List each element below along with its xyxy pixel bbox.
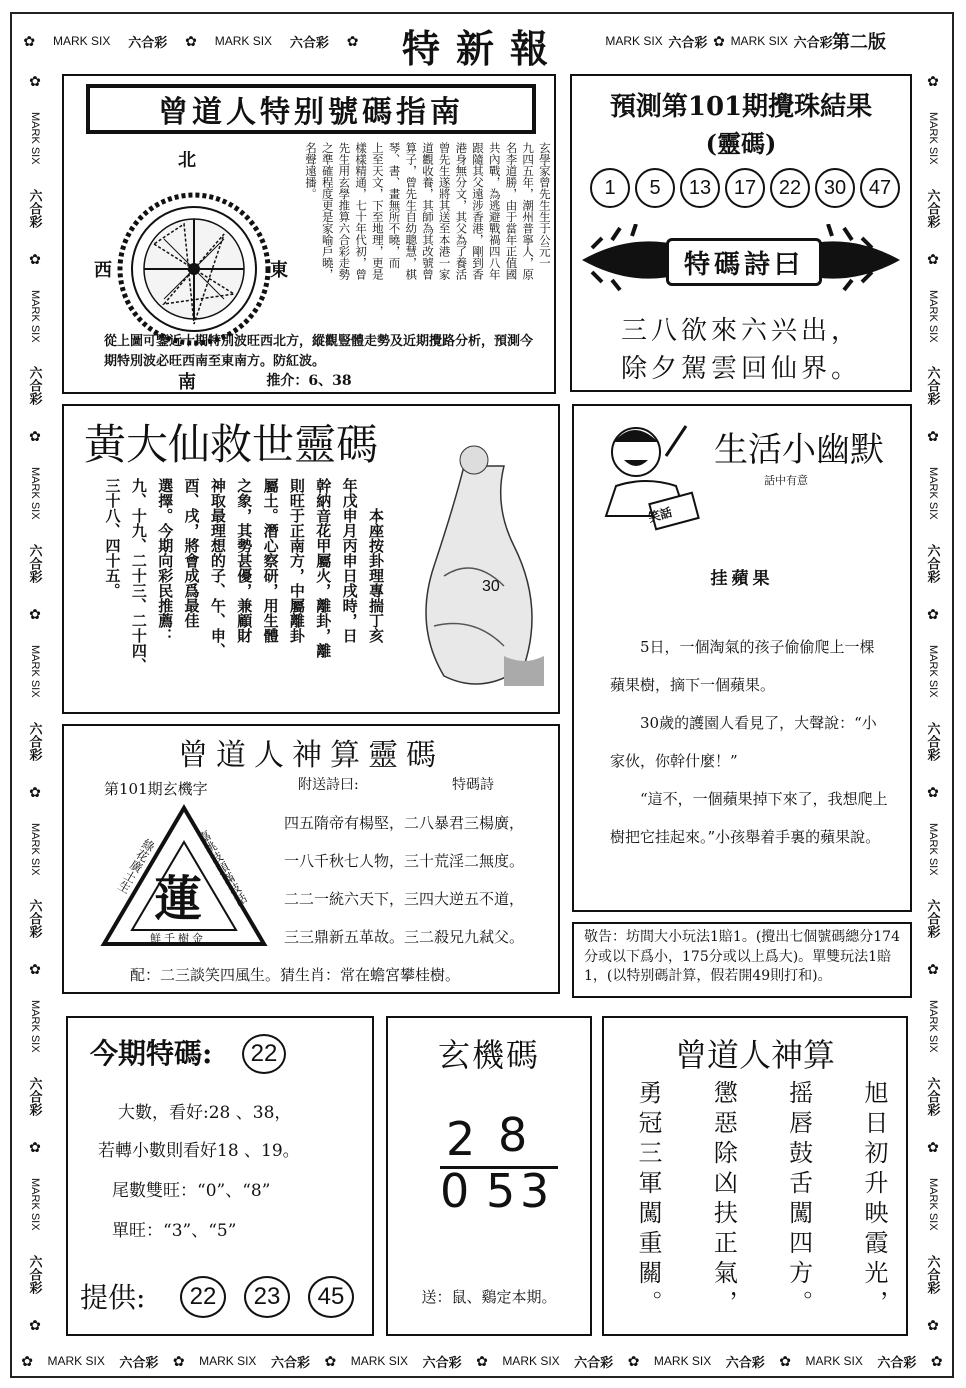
flower-icon: ✿ bbox=[21, 1353, 33, 1369]
strip-logo: 六合彩 bbox=[27, 721, 43, 761]
xuanji-digit: 0 bbox=[440, 1164, 470, 1218]
immortal-figure-icon bbox=[404, 426, 554, 696]
strip-logo: 六合彩 bbox=[725, 1354, 765, 1370]
bio-column: 曾先生遂將其送至本港一家 bbox=[437, 142, 452, 280]
poem-line: 除夕駕雲回仙界。 bbox=[620, 354, 861, 384]
flower-icon: ✿ bbox=[927, 73, 939, 90]
bottom-brand-strip bbox=[14, 1346, 950, 1376]
prediction-panel bbox=[570, 74, 912, 392]
humor-panel bbox=[572, 404, 912, 912]
bio-column: 玄學家曾先生生于公元一 bbox=[537, 142, 552, 269]
poem-header-2: 特碼詩 bbox=[452, 777, 494, 793]
sign-text: 笑話 bbox=[646, 505, 674, 525]
flower-icon: ✿ bbox=[346, 33, 359, 49]
flower-icon: ✿ bbox=[927, 428, 939, 445]
strip-brand: MARK SIX bbox=[29, 822, 41, 876]
strip-brand: MARK SIX bbox=[29, 645, 41, 698]
strip-logo: 六合彩 bbox=[289, 34, 329, 50]
strip-logo: 六合彩 bbox=[27, 544, 43, 583]
strip-brand: MARK SIX bbox=[927, 645, 939, 698]
compass-north: 北 bbox=[178, 150, 196, 171]
strip-logo: 六合彩 bbox=[793, 34, 833, 50]
huang-title: 黃大仙救世靈碼 bbox=[84, 420, 379, 469]
lingma-poem-line: 一八千秋七人物，三十荒淫二無度。 bbox=[284, 852, 525, 870]
strip-brand: MARK SIX bbox=[199, 1354, 257, 1368]
strip-logo: 六合彩 bbox=[925, 366, 941, 406]
shensuan-panel bbox=[602, 1016, 908, 1336]
bio-column: 名李道勝，由于當年正值國 bbox=[504, 142, 519, 280]
huang-column: 選擇。今期向彩民推薦： bbox=[156, 478, 175, 643]
bio-column: 道觀收養，其師為其改號曾 bbox=[420, 142, 435, 280]
prediction-numbers bbox=[590, 168, 900, 208]
shensuan-column: 旭日初升映霞光， bbox=[859, 1080, 888, 1320]
flower-icon: ✿ bbox=[185, 33, 197, 49]
bio-column: 算子，曾先生自幼聰慧，棋 bbox=[404, 142, 419, 280]
prediction-ball: 1 bbox=[590, 168, 630, 208]
strip-logo: 六合彩 bbox=[119, 1354, 159, 1370]
provide-ball: 22 bbox=[180, 1276, 226, 1318]
figure-number: 30 bbox=[482, 578, 500, 595]
huang-column: 九、十九、二十三、二十四、 bbox=[129, 478, 148, 673]
shensuan-title: 曾道人神算 bbox=[674, 1036, 835, 1074]
strip-brand: MARK SIX bbox=[350, 1354, 409, 1368]
flower-icon: ✿ bbox=[927, 250, 939, 267]
xuanji-digit: 8 bbox=[498, 1108, 528, 1162]
story-paragraph: 5日，一個淘氣的孩子偷偷爬上一棵蘋果樹，摘下一個蘋果。 bbox=[610, 638, 875, 694]
flower-icon: ✿ bbox=[476, 1353, 488, 1369]
flower-icon: ✿ bbox=[29, 961, 41, 978]
flower-icon: ✿ bbox=[627, 1353, 640, 1369]
prediction-ball: 22 bbox=[770, 168, 810, 208]
flower-icon: ✿ bbox=[172, 1353, 185, 1369]
bio-column: 琴、書、畫無所不曉，而 bbox=[387, 142, 402, 269]
flower-icon: ✿ bbox=[927, 961, 939, 978]
lingma-panel bbox=[62, 724, 560, 994]
poem-banner bbox=[572, 224, 910, 294]
special-line: 大數，看好:28 、38， bbox=[118, 1103, 292, 1123]
strip-logo: 六合彩 bbox=[925, 1077, 941, 1117]
strip-brand: MARK SIX bbox=[927, 822, 939, 876]
edition-label: 第二版 bbox=[832, 32, 886, 53]
bio-column: 名聲遠播。 bbox=[304, 142, 319, 200]
prediction-ball: 47 bbox=[860, 168, 900, 208]
special-title: 今期特碼: bbox=[90, 1037, 213, 1070]
flower-icon: ✿ bbox=[927, 606, 939, 623]
bio-column: 上至天文，下至地理，更是 bbox=[370, 142, 385, 280]
shensuan-column: 勇冠三軍闖重關。 bbox=[634, 1080, 662, 1320]
strip-logo: 六合彩 bbox=[27, 188, 43, 228]
prediction-ball: 17 bbox=[725, 168, 765, 208]
compass-east: 東 bbox=[270, 260, 288, 281]
flower-icon: ✿ bbox=[927, 1139, 939, 1156]
strip-brand: MARK SIX bbox=[29, 289, 41, 343]
special-line: 尾數雙旺：“0”、“8” bbox=[112, 1181, 271, 1201]
guide-title: 曾道人特别號碼指南 bbox=[86, 84, 536, 134]
strip-brand: MARK SIX bbox=[605, 34, 663, 48]
strip-brand: MARK SIX bbox=[29, 1178, 41, 1231]
strip-logo: 六合彩 bbox=[128, 34, 168, 50]
guide-recommend bbox=[64, 370, 554, 390]
bio-column: 港身無分文，其父為了養活 bbox=[454, 142, 469, 280]
strip-brand: MARK SIX bbox=[730, 34, 788, 48]
strip-brand: MARK SIX bbox=[47, 1354, 105, 1368]
huang-column: 幹納音花甲屬火，離卦，離 bbox=[314, 478, 333, 658]
strip-brand: MARK SIX bbox=[927, 289, 939, 343]
strip-logo: 六合彩 bbox=[27, 899, 43, 939]
bio-column: 樣樣精通，七十年代初，曾 bbox=[354, 142, 369, 280]
strip-logo: 六合彩 bbox=[925, 544, 941, 583]
huang-column: 之象，其勢甚優，兼顧財 bbox=[235, 478, 254, 643]
shensuan-poem bbox=[636, 1080, 886, 1330]
poem-title: 特碼詩曰 bbox=[666, 238, 822, 286]
strip-logo: 六合彩 bbox=[270, 1354, 310, 1370]
prediction-ball: 5 bbox=[635, 168, 675, 208]
huang-column: 三十八、四十五。 bbox=[103, 478, 122, 598]
xuanji-digit: 5 bbox=[486, 1164, 516, 1218]
huang-column: 神取最理想的子、午、申、 bbox=[208, 478, 227, 658]
xuanji-footer: 送：鼠、鷄定本期。 bbox=[421, 1288, 557, 1306]
strip-logo: 六合彩 bbox=[925, 899, 941, 939]
story-paragraph: 30歲的護園人看見了，大聲說：“小家伙，你幹什麼！” bbox=[610, 714, 877, 770]
flower-icon: ✿ bbox=[713, 33, 725, 49]
lingma-poem-line: 二二一統六天下，三四大逆五不道， bbox=[284, 890, 525, 908]
lingma-poem-line: 三三鼎新五革故。三二殺兄九弒父。 bbox=[284, 928, 525, 946]
strip-brand: MARK SIX bbox=[927, 112, 939, 165]
flower-icon: ✿ bbox=[927, 783, 939, 800]
guide-bio-text bbox=[304, 142, 552, 344]
humor-subtitle: 話中有意 bbox=[764, 474, 808, 487]
recommend-value: 6、38 bbox=[308, 373, 352, 389]
strip-logo: 六合彩 bbox=[925, 1254, 941, 1294]
newspaper-title: 特新報 bbox=[401, 26, 564, 71]
triangle-right-text: 嘉桃枝頭滿枝話 bbox=[195, 828, 250, 909]
strip-logo: 六合彩 bbox=[27, 1254, 43, 1294]
flower-icon: ✿ bbox=[29, 1139, 41, 1156]
right-brand-strip bbox=[920, 62, 946, 1344]
xuanji-digit: 3 bbox=[520, 1164, 550, 1218]
shensuan-column: 懲惡除凶扶正氣， bbox=[709, 1080, 738, 1320]
strip-brand: MARK SIX bbox=[502, 1354, 560, 1368]
xuanji-panel bbox=[386, 1016, 592, 1336]
strip-brand: MARK SIX bbox=[214, 34, 273, 48]
prediction-ball: 13 bbox=[680, 168, 720, 208]
guide-analysis: 從上圖可鑒近十期特別波旺西北方，縱觀豎體走勢及近期攪路分析，預測今期特別波必旺西南至東南方。防紅波。 bbox=[104, 334, 534, 370]
strip-logo: 六合彩 bbox=[574, 1354, 614, 1370]
recommend-label: 推介： bbox=[266, 373, 309, 389]
bio-column: 之準確程度更是家喻戶曉， bbox=[320, 142, 335, 280]
strip-logo: 六合彩 bbox=[668, 34, 708, 50]
special-line: 若轉小數則看好18 、19。 bbox=[98, 1141, 300, 1161]
strip-brand: MARK SIX bbox=[805, 1354, 863, 1368]
flower-icon: ✿ bbox=[324, 1353, 337, 1369]
flower-icon: ✿ bbox=[29, 606, 41, 623]
lingma-title: 曾道人神算靈碼 bbox=[178, 738, 444, 773]
strip-logo: 六合彩 bbox=[925, 188, 941, 228]
provide-ball: 45 bbox=[308, 1276, 354, 1318]
bio-column: 共內戰，為逃避戰禍四八年 bbox=[487, 142, 502, 280]
bio-column: 先生用玄學推算六合彩走勢 bbox=[337, 142, 352, 280]
bio-column: 九四五年，潮州普寧人，原 bbox=[521, 142, 536, 280]
strip-brand: MARK SIX bbox=[29, 1000, 41, 1053]
triangle-bottom-text: 鮮千樹金 bbox=[150, 932, 206, 945]
huang-column: 則旺于正南方，中屬離卦 bbox=[287, 478, 306, 643]
left-brand-strip bbox=[22, 62, 48, 1344]
humor-title: 生活小幽默 bbox=[714, 430, 884, 470]
special-panel bbox=[66, 1016, 374, 1336]
strip-logo: 六合彩 bbox=[422, 1354, 462, 1370]
shensuan-column: 摇唇鼓舌闖四方。 bbox=[784, 1080, 813, 1320]
xuanji-label: 第101期玄機字 bbox=[104, 780, 208, 798]
xuanji-title: 玄機碼 bbox=[437, 1036, 540, 1074]
huang-column: 屬土。潛心察研，用生體 bbox=[261, 478, 280, 643]
provide-label: 提供: bbox=[80, 1281, 146, 1314]
strip-brand: MARK SIX bbox=[29, 467, 41, 520]
guide-panel bbox=[62, 74, 556, 394]
special-line: 單旺：“3”、“5” bbox=[112, 1221, 237, 1241]
flower-icon: ✿ bbox=[779, 1353, 792, 1369]
strip-logo: 六合彩 bbox=[925, 721, 941, 761]
story-title: 挂蘋果 bbox=[710, 569, 774, 589]
strip-brand: MARK SIX bbox=[927, 467, 939, 520]
huang-column: 酉、戌，將會成爲最佳 bbox=[182, 478, 201, 628]
story-paragraph: “這不，一個蘋果掉下來了，我想爬上樹把它挂起來。”小孩舉着手裏的蘋果說。 bbox=[610, 790, 888, 846]
notice-panel: 敬告：坊間大小玩法1賠1。(攪出七個號碼總分174分或以下爲小，175分或以上爲大)。單雙玩法1賠1，(以特别碼計算，假若開49則打和)。 bbox=[572, 922, 912, 998]
flower-icon: ✿ bbox=[927, 1316, 939, 1333]
flower-icon: ✿ bbox=[29, 250, 41, 267]
compass-south: 南 bbox=[178, 372, 196, 393]
prediction-title: 預測第101期攪珠結果 bbox=[609, 92, 873, 122]
xuanji-digit: 2 bbox=[446, 1112, 476, 1166]
lingma-footer: 配：二三談笑四風生。猜生肖：常在蟾宮攀桂樹。 bbox=[130, 966, 461, 984]
flower-icon: ✿ bbox=[29, 783, 41, 800]
compass-west: 西 bbox=[94, 260, 112, 281]
strip-brand: MARK SIX bbox=[29, 112, 41, 165]
bio-column: 跟隨其父遠涉香港，剛到香 bbox=[471, 142, 486, 280]
strip-brand: MARK SIX bbox=[927, 1000, 939, 1053]
strip-logo: 六合彩 bbox=[27, 366, 43, 406]
huang-column: 本座按卦理專揣丁亥 bbox=[366, 508, 385, 643]
triangle-char: 蓮 bbox=[154, 871, 203, 927]
flower-icon: ✿ bbox=[29, 1316, 41, 1333]
strip-brand: MARK SIX bbox=[927, 1178, 939, 1231]
huang-column: 年戊申月丙申日戌時，日 bbox=[340, 478, 359, 643]
lingma-poem-line: 四五隋帝有楊堅，二八暴君三楊廣， bbox=[284, 814, 525, 832]
triangle-left-text: 綠花廣土生 bbox=[115, 836, 158, 896]
strip-brand: MARK SIX bbox=[653, 1354, 712, 1368]
strip-brand: MARK SIX bbox=[53, 34, 111, 48]
xuanji-digits bbox=[440, 1108, 560, 1222]
huang-text bbox=[104, 478, 384, 708]
flower-icon: ✿ bbox=[930, 1353, 943, 1369]
flower-icon: ✿ bbox=[29, 73, 41, 90]
huang-panel bbox=[62, 404, 560, 714]
poem-line: 三八欲來六兴出， bbox=[620, 316, 861, 346]
poem-header: 附送詩曰: bbox=[298, 777, 359, 793]
strip-logo: 六合彩 bbox=[27, 1077, 43, 1117]
flower-icon: ✿ bbox=[23, 33, 36, 49]
prediction-subtitle: (靈碼) bbox=[705, 129, 777, 158]
strip-logo: 六合彩 bbox=[877, 1354, 917, 1370]
flower-icon: ✿ bbox=[29, 428, 41, 445]
prediction-ball: 30 bbox=[815, 168, 855, 208]
provide-ball: 23 bbox=[244, 1276, 290, 1318]
special-number: 22 bbox=[242, 1034, 286, 1074]
